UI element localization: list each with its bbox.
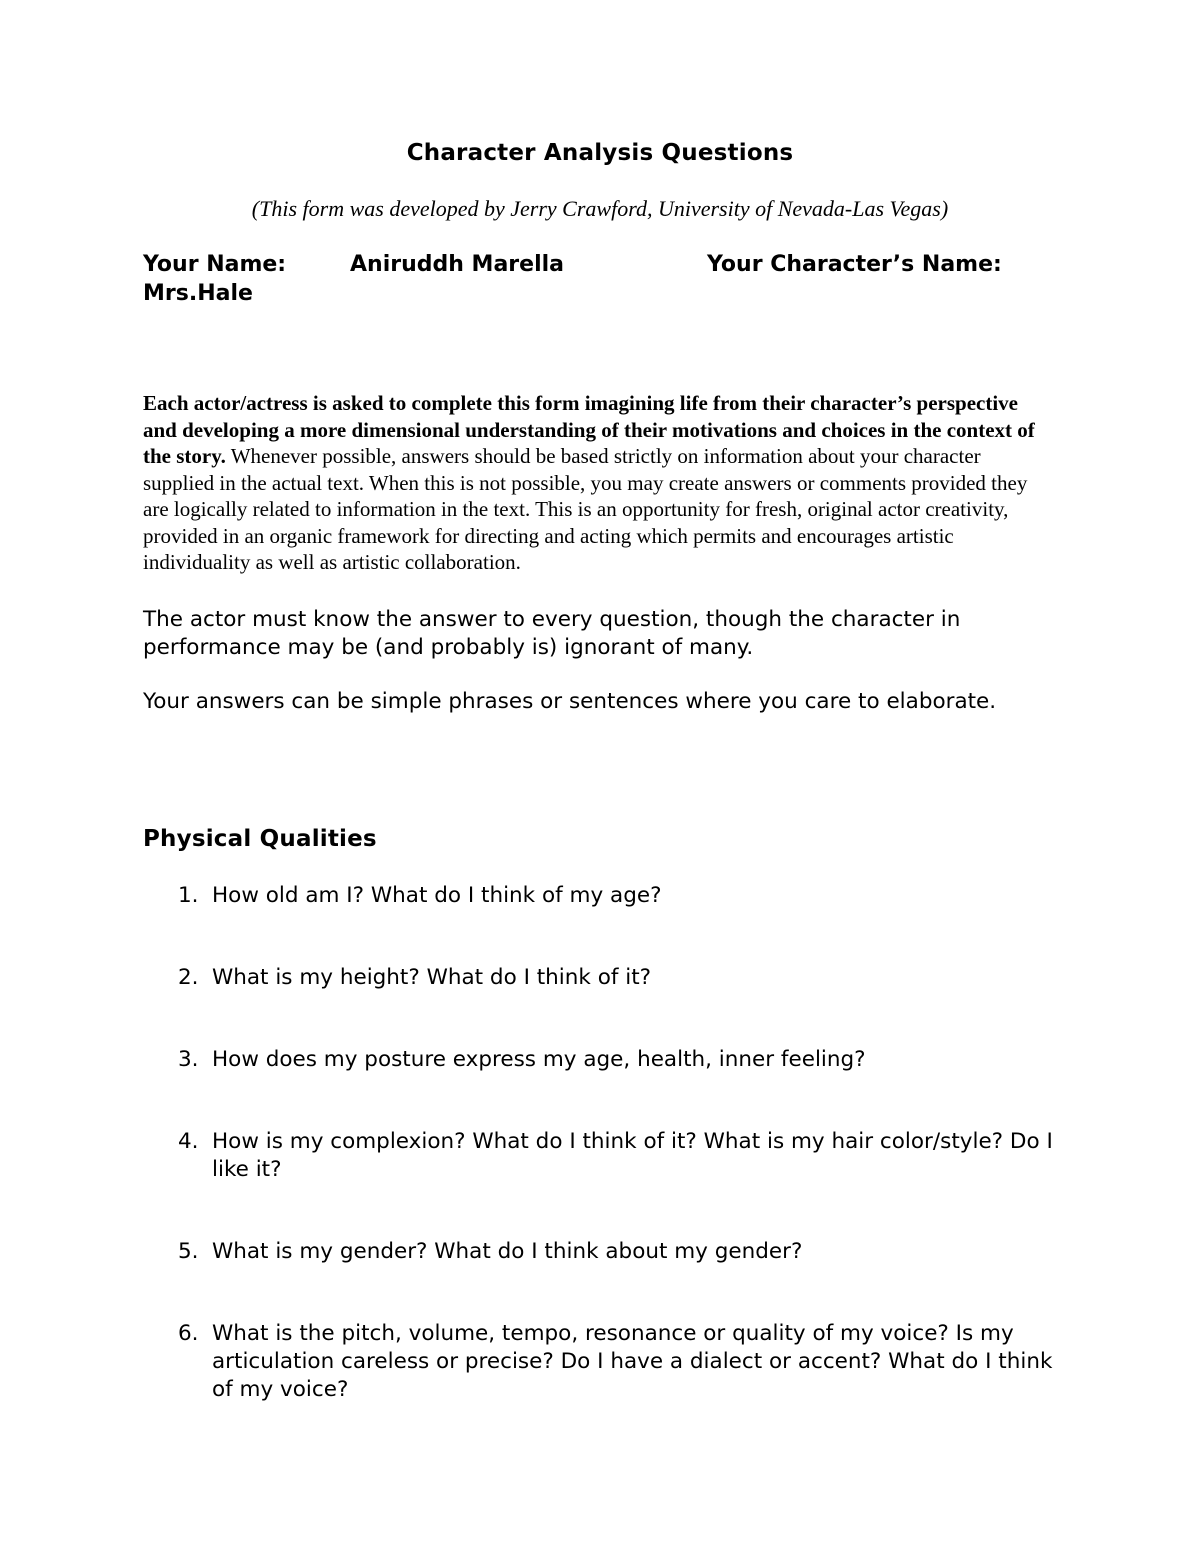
question-item — [143, 1320, 1057, 1404]
character-name-value: Mrs.Hale — [143, 281, 253, 306]
paragraph-actor-must-know: The actor must know the answer to every question, though the character in performance may be (and probably is) ignorant of many. — [143, 607, 961, 660]
credit-line: (This form was developed by Jerry Crawford, University of Nevada-Las Vegas) — [251, 196, 949, 221]
question-text: What is my gender? What do I think about my gender? — [212, 1239, 803, 1264]
intro-paragraph — [143, 390, 1055, 576]
question-text: What is my height? What do I think of it? — [212, 965, 652, 990]
question-number: 2. — [178, 965, 199, 990]
question-item — [143, 882, 1057, 910]
question-item — [143, 964, 1057, 992]
your-name-value: Aniruddh Marella — [350, 252, 564, 277]
intro-bold-text: Each actor/actress is asked to complete this form imagining life from their character’s perspective and developing a more dimensional understanding of their motivations and choices in the context of the story. — [143, 391, 1035, 468]
question-item — [143, 1128, 1057, 1184]
question-item — [143, 1238, 1057, 1266]
question-list — [143, 882, 1057, 1458]
your-name-label: Your Name: — [143, 252, 287, 277]
section-heading-physical-qualities: Physical Qualities — [143, 826, 377, 852]
paragraph-answers: Your answers can be simple phrases or sentences where you care to elaborate. — [143, 689, 997, 714]
question-number: 1. — [178, 883, 199, 908]
document-title: Character Analysis Questions — [406, 140, 794, 166]
question-number: 3. — [178, 1047, 199, 1072]
question-number: 5. — [178, 1239, 199, 1264]
name-row — [143, 250, 1103, 310]
character-name-label: Your Character’s Name: — [707, 252, 1002, 277]
question-text: How does my posture express my age, health, inner feeling? — [212, 1047, 866, 1072]
question-number: 4. — [178, 1129, 199, 1154]
question-text: How is my complexion? What do I think of it? What is my hair color/style? Do I like it? — [212, 1129, 1053, 1182]
intro-regular-text: Whenever possible, answers should be based strictly on information about your character supplied in the actual text. When this is not possible, you may create answers or comments provided they are logically related to information in the text. This is an opportunity for fresh, original actor creativity, provided in an organic framework for directing and acting which permits and encourages artistic individuality as well as artistic collaboration. — [143, 444, 1028, 574]
question-text: How old am I? What do I think of my age? — [212, 883, 662, 908]
question-text: What is the pitch, volume, tempo, resonance or quality of my voice? Is my articulation careless or precise? Do I have a dialect or accent? What do I think of my voice? — [212, 1321, 1053, 1402]
question-item — [143, 1046, 1057, 1074]
question-number: 6. — [178, 1321, 199, 1346]
